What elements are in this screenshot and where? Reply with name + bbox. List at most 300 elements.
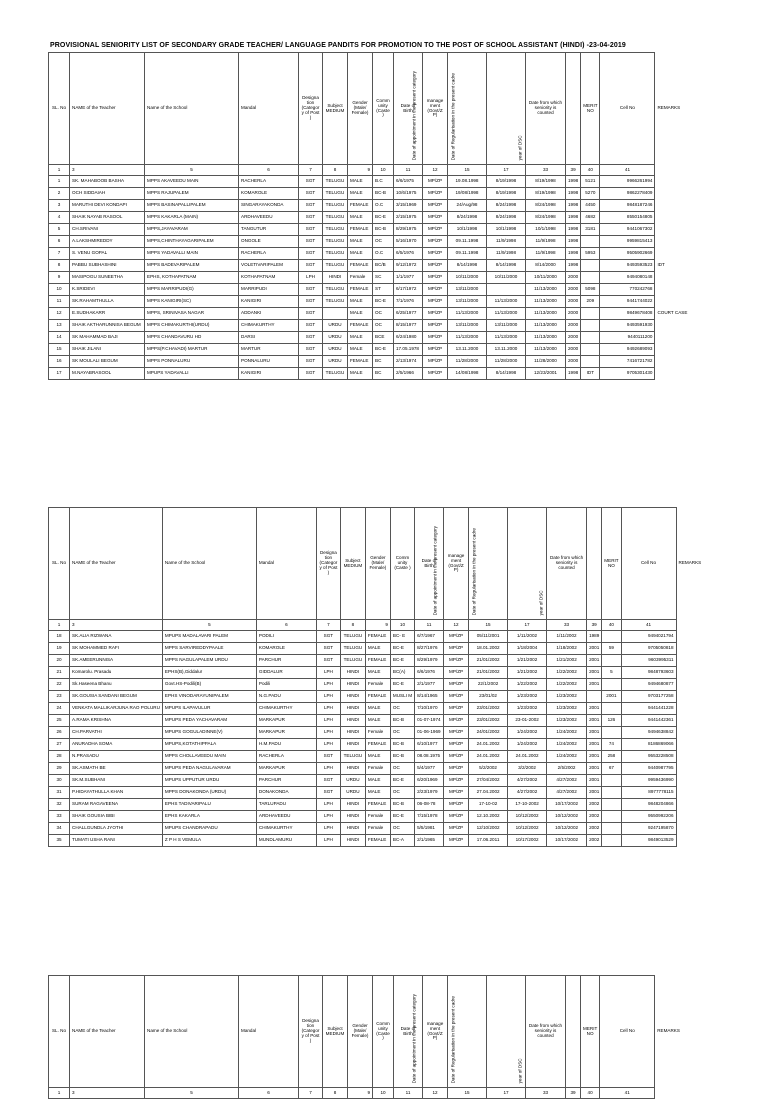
community-cell: OC xyxy=(373,320,394,332)
remarks-cell xyxy=(676,763,708,775)
header-mandal: Mandal xyxy=(239,976,299,1088)
date-of-appointment-cell: 12.10.2002 xyxy=(469,811,508,823)
date-of-birth-cell: 2/23/1979 xyxy=(415,787,444,799)
sl-no-cell: 14 xyxy=(49,332,70,344)
school-name-cell: EPHS KAKARLA xyxy=(162,811,256,823)
header-community: Comm unity (Caste ) xyxy=(373,53,394,165)
date-of-birth-cell: 2/1/1977 xyxy=(415,679,444,691)
community-cell: BC- E xyxy=(390,631,414,643)
merit-no-cell xyxy=(602,727,621,739)
seniority-table-2 xyxy=(48,507,709,847)
cell-no-cell: 9494080148 xyxy=(600,272,655,284)
seniority-date-cell: 11/13/2000 xyxy=(526,284,566,296)
merit-no-cell: 67 xyxy=(602,763,621,775)
designation-cell: SGT xyxy=(299,332,323,344)
teacher-name-cell: K.SRIDEVI xyxy=(70,284,145,296)
index-cell xyxy=(655,165,690,176)
remarks-cell xyxy=(676,715,708,727)
teacher-name-cell: OCH SIDDAIAH xyxy=(70,188,145,200)
date-of-appointment-cell: 11/13/2000 xyxy=(448,308,487,320)
community-cell: BC-E xyxy=(390,643,414,655)
table-row xyxy=(49,751,709,763)
header-regul-label: Date of Regularisation in the present cadre xyxy=(450,996,456,1084)
remarks-cell xyxy=(655,236,690,248)
subject-cell: HINDI xyxy=(340,703,365,715)
remarks-cell xyxy=(655,356,690,368)
gender-cell: Female xyxy=(365,823,390,835)
gender-cell: FEMALE xyxy=(365,835,390,847)
mandal-cell: ONGOLE xyxy=(239,236,299,248)
remarks-cell xyxy=(676,691,708,703)
header-desig: Designa tion (Categor y of Post ) xyxy=(316,508,340,620)
date-of-regularisation-cell: 1/11/2002 xyxy=(508,631,547,643)
merit-no-cell xyxy=(602,655,621,667)
merit-no-cell xyxy=(602,703,621,715)
teacher-name-cell: CHALLGUNDLA JYOTHI xyxy=(70,823,163,835)
dsc-year-cell: 2000 xyxy=(566,296,581,308)
mandal-cell: KANIGIRI xyxy=(239,296,299,308)
community-cell: OC xyxy=(390,823,414,835)
designation-cell: SGT xyxy=(299,176,323,188)
header-row xyxy=(49,53,690,165)
dsc-year-cell: 2001 xyxy=(587,787,602,799)
dsc-year-cell: 1998 xyxy=(566,224,581,236)
table-row xyxy=(49,188,690,200)
index-cell: 15 xyxy=(469,620,508,631)
teacher-name-cell: SHAIK JILANI xyxy=(70,344,145,356)
subject-cell: TELUGU xyxy=(323,296,348,308)
header-mgmt: manage ment (Govt/Z P) xyxy=(444,508,469,620)
designation-cell: SGT xyxy=(316,643,340,655)
school-name-cell: MPUPS MADALAVARI PALEM xyxy=(162,631,256,643)
header-merit: MERIT NO xyxy=(581,976,600,1088)
management-cell: MP/ZP xyxy=(423,296,448,308)
date-of-regularisation-cell: 10/17/2002 xyxy=(508,835,547,847)
seniority-date-cell: 4/27/2002 xyxy=(547,787,587,799)
community-cell: BC-E xyxy=(390,811,414,823)
school-name-cell: MPUPS YADAVALLI xyxy=(145,368,239,380)
designation-cell: LPH xyxy=(316,823,340,835)
mandal-cell: CHIMAKURTHY xyxy=(239,320,299,332)
school-name-cell: MPPS PONNALURU xyxy=(145,356,239,368)
cell-no-cell: 8186869066 xyxy=(621,739,676,751)
community-cell: BC xyxy=(373,368,394,380)
management-cell: MP/ZP xyxy=(444,799,469,811)
header-name: NAME of the Teacher xyxy=(70,976,145,1088)
designation-cell: SGT xyxy=(299,368,323,380)
sl-no-cell: 33 xyxy=(49,811,70,823)
management-cell: MP/ZP xyxy=(423,224,448,236)
remarks-cell xyxy=(655,200,690,212)
school-name-cell: MPPS MARRIPUDI(G) xyxy=(145,284,239,296)
subject-cell: HINDI xyxy=(340,763,365,775)
mandal-cell: KOTHAPATNAM xyxy=(239,272,299,284)
date-of-appointment-cell: 11/13/2000 xyxy=(448,332,487,344)
sl-no-cell: 15 xyxy=(49,344,70,356)
merit-no-cell xyxy=(581,344,600,356)
subject-cell: TELUGU xyxy=(323,260,348,272)
seniority-table-3 xyxy=(48,975,687,1099)
management-cell: MP/ZP xyxy=(423,344,448,356)
school-name-cell: MPPS CHANDAVURU HD xyxy=(145,332,239,344)
mandal-cell: MARKAPUR xyxy=(256,715,316,727)
date-of-appointment-cell: 09.11.1998 xyxy=(448,248,487,260)
community-cell: SC xyxy=(373,272,394,284)
subject-cell: HINDI xyxy=(340,667,365,679)
subject-cell: URDU xyxy=(323,344,348,356)
header-appt-label: Date of appointment in the present category xyxy=(411,994,417,1084)
remarks-cell xyxy=(655,272,690,284)
table-row xyxy=(49,823,709,835)
gender-cell: Female xyxy=(365,763,390,775)
dsc-year-cell: 2001 xyxy=(587,667,602,679)
header-community: Comm unity (Caste ) xyxy=(373,976,394,1088)
remarks-cell xyxy=(655,248,690,260)
index-cell: 15 xyxy=(448,165,487,176)
seniority-date-cell: 10/17/2002 xyxy=(547,835,587,847)
teacher-name-cell: MARUTHI DEVI KONDAPI xyxy=(70,200,145,212)
merit-no-cell xyxy=(602,811,621,823)
index-cell: 8 xyxy=(323,1088,348,1099)
community-cell: BC-B xyxy=(373,188,394,200)
index-cell: 41 xyxy=(621,620,676,631)
sl-no-cell: 2 xyxy=(49,188,70,200)
date-of-regularisation-cell: 8/24/1998 xyxy=(487,212,526,224)
mandal-cell: DARSI xyxy=(239,332,299,344)
date-of-birth-cell: 1/1/1977 xyxy=(394,272,423,284)
date-of-appointment-cell: 21/01/2002 xyxy=(469,667,508,679)
date-of-appointment-cell: 23/01/2002 xyxy=(469,703,508,715)
remarks-cell xyxy=(676,667,708,679)
designation-cell: SGT xyxy=(299,296,323,308)
mandal-cell: ARDHAVEEDU xyxy=(239,212,299,224)
cell-no-cell: 9440987795 xyxy=(621,763,676,775)
gender-cell: FEMALE xyxy=(365,739,390,751)
merit-no-cell xyxy=(581,272,600,284)
sl-no-cell: 8 xyxy=(49,260,70,272)
table-row xyxy=(49,679,709,691)
designation-cell: SGT xyxy=(299,236,323,248)
mandal-cell: PONNALURU xyxy=(239,356,299,368)
merit-no-cell xyxy=(602,775,621,787)
date-of-birth-cell: 8/29/1975 xyxy=(394,224,423,236)
table-row xyxy=(49,320,690,332)
remarks-cell xyxy=(676,775,708,787)
gender-cell: FEMALE xyxy=(365,631,390,643)
seniority-date-cell: 8/24/1998 xyxy=(526,212,566,224)
teacher-name-cell: SK.ASMATH BE xyxy=(70,763,163,775)
teacher-name-cell: SURAM RAGAVEENA xyxy=(70,799,163,811)
community-cell: BC-E xyxy=(390,655,414,667)
sl-no-cell: 21 xyxy=(49,667,70,679)
dsc-year-cell: 2000 xyxy=(566,284,581,296)
date-of-regularisation-cell: 1/22/2002 xyxy=(508,679,547,691)
table-row xyxy=(49,356,690,368)
teacher-name-cell: SK.AMEERUNNISA xyxy=(70,655,163,667)
cell-no-cell: 8550154805 xyxy=(600,212,655,224)
community-cell: OC xyxy=(390,763,414,775)
table-row xyxy=(49,344,690,356)
designation-cell: SGT xyxy=(299,320,323,332)
management-cell: MP/ZP xyxy=(444,823,469,835)
date-of-regularisation-cell: 11/9/1998 xyxy=(487,236,526,248)
seniority-date-cell: 11/9/1998 xyxy=(526,236,566,248)
subject-cell: TELUGU xyxy=(323,248,348,260)
subject-cell: TELUGU xyxy=(323,212,348,224)
index-cell: 1 xyxy=(49,165,70,176)
gender-cell: FEMALE xyxy=(348,356,373,368)
date-of-regularisation-cell: 13/11/2000 xyxy=(487,320,526,332)
table-row xyxy=(49,260,690,272)
seniority-date-cell: 1/22/2002 xyxy=(547,679,587,691)
sl-no-cell: 9 xyxy=(49,272,70,284)
merit-no-cell: 5953 xyxy=(581,248,600,260)
teacher-name-cell: N.PRASADU xyxy=(70,751,163,763)
dsc-year-cell xyxy=(587,691,602,703)
date-of-regularisation-cell: 3/2/2002 xyxy=(508,763,547,775)
remarks-cell xyxy=(676,655,708,667)
date-of-regularisation-cell: 17-10-2002 xyxy=(508,799,547,811)
seniority-date-cell: 10/17/2002 xyxy=(547,799,587,811)
cell-no-cell: 9441067302 xyxy=(600,224,655,236)
sl-no-cell: 5 xyxy=(49,224,70,236)
table-row xyxy=(49,212,690,224)
date-of-birth-cell: 2/15/1975 xyxy=(394,212,423,224)
mandal-cell: KOMAROLE xyxy=(256,643,316,655)
cell-no-cell: 9492689093 xyxy=(600,344,655,356)
management-cell: MP/ZP xyxy=(444,691,469,703)
dsc-year-cell: 2002 xyxy=(587,811,602,823)
index-cell: 39 xyxy=(566,1088,581,1099)
school-name-cell: MPUPS,KOTATHIPPALA xyxy=(162,739,256,751)
subject-cell: HINDI xyxy=(340,691,365,703)
sl-no-cell: 12 xyxy=(49,308,70,320)
remarks-cell xyxy=(655,176,690,188)
date-of-appointment-cell: 24/Aug/98 xyxy=(448,200,487,212)
gender-cell: MALE xyxy=(348,212,373,224)
seniority-date-cell: 10/11/2000 xyxy=(526,272,566,284)
community-cell: BC-E xyxy=(390,679,414,691)
merit-no-cell: 4450 xyxy=(581,200,600,212)
merit-no-cell xyxy=(602,679,621,691)
sl-no-cell: 34 xyxy=(49,823,70,835)
date-of-birth-cell: 6/10/1977 xyxy=(415,739,444,751)
dsc-year-cell: 1998 xyxy=(566,248,581,260)
designation-cell: LPH xyxy=(316,727,340,739)
table-row xyxy=(49,667,709,679)
designation-cell: LPH xyxy=(316,703,340,715)
seniority-date-cell: 1/18/2002 xyxy=(547,643,587,655)
index-cell: 5 xyxy=(145,1088,239,1099)
teacher-name-cell: SK.RAHAMTHULLA xyxy=(70,296,145,308)
remarks-cell xyxy=(676,727,708,739)
table-row xyxy=(49,224,690,236)
management-cell: MP/ZP xyxy=(444,775,469,787)
date-of-appointment-cell: 11/28/2000 xyxy=(448,356,487,368)
date-of-regularisation-cell: 10/1/1998 xyxy=(487,224,526,236)
index-cell: 10 xyxy=(390,620,414,631)
index-cell: 33 xyxy=(526,165,566,176)
index-cell: 6 xyxy=(239,165,299,176)
header-cell: Cell No xyxy=(600,976,655,1088)
designation-cell: SGT xyxy=(299,248,323,260)
date-of-birth-cell: 8/15/1977 xyxy=(394,320,423,332)
subject-cell: URDU xyxy=(340,775,365,787)
date-of-regularisation-cell: 1/24/2002 xyxy=(508,739,547,751)
column-index-row xyxy=(49,1088,687,1099)
management-cell: MP/ZP xyxy=(423,308,448,320)
seniority-table-1 xyxy=(48,52,690,380)
merit-no-cell: 258 xyxy=(602,751,621,763)
merit-no-cell: 2001 xyxy=(602,691,621,703)
community-cell: OC xyxy=(390,787,414,799)
school-name-cell: EPHS VINODARAYUNIPALEM xyxy=(162,691,256,703)
cell-no-cell: 9849013529 xyxy=(621,835,676,847)
date-of-appointment-cell: 23/01/2002 xyxy=(469,715,508,727)
date-of-regularisation-cell: 1/23/2002 xyxy=(508,691,547,703)
seniority-date-cell: 1/24/2002 xyxy=(547,727,587,739)
remarks-cell xyxy=(655,332,690,344)
dsc-year-cell: 1998 xyxy=(566,200,581,212)
designation-cell: SGT xyxy=(299,284,323,296)
gender-cell: MALE xyxy=(365,643,390,655)
seniority-date-cell: 1/21/2002 xyxy=(547,655,587,667)
cell-no-cell: 9703177258 xyxy=(621,691,676,703)
subject-cell: HINDI xyxy=(340,811,365,823)
header-dob: Date of Birth xyxy=(415,508,444,620)
subject-cell: TELUGU xyxy=(323,368,348,380)
seniority-date-cell: 11/28/2000 xyxy=(526,356,566,368)
cell-no-cell: 9247195870 xyxy=(621,823,676,835)
mandal-cell: ARDHAVEEDU xyxy=(256,811,316,823)
seniority-date-cell: 8/14/2000 xyxy=(526,260,566,272)
merit-no-cell: 4682 xyxy=(581,212,600,224)
index-cell: 40 xyxy=(581,1088,600,1099)
date-of-birth-cell: 08.08.1975 xyxy=(415,751,444,763)
index-cell: 6 xyxy=(239,1088,299,1099)
date-of-regularisation-cell: 8/14/1998 xyxy=(487,260,526,272)
subject-cell: URDU xyxy=(323,356,348,368)
table-row xyxy=(49,715,709,727)
remarks-cell xyxy=(655,368,690,380)
header-subject: Subject MEDIUM xyxy=(323,53,348,165)
remarks-cell xyxy=(676,631,708,643)
header-mgmt: manage ment (Govt/Z P) xyxy=(423,976,448,1088)
date-of-appointment-cell: 12/10/2002 xyxy=(469,823,508,835)
header-sl: SL. No xyxy=(49,53,70,165)
table-row xyxy=(49,272,690,284)
seniority-date-cell: 4/27/2002 xyxy=(547,775,587,787)
merit-no-cell xyxy=(602,787,621,799)
remarks-cell xyxy=(655,344,690,356)
subject-cell: TELUGU xyxy=(340,655,365,667)
teacher-name-cell: SHAIK AKTHARUNNISA BEGUM xyxy=(70,320,145,332)
date-of-birth-cell: 10/6/1975 xyxy=(394,188,423,200)
table-row xyxy=(49,799,709,811)
subject-cell: HINDI xyxy=(340,679,365,691)
date-of-appointment-cell: 09.11.1998 xyxy=(448,236,487,248)
table-row xyxy=(49,308,690,320)
date-of-birth-cell: 6/5/1976 xyxy=(394,248,423,260)
table-row xyxy=(49,775,709,787)
designation-cell: SGT xyxy=(299,344,323,356)
teacher-name-cell: MASIPOGU SUNEETHA xyxy=(70,272,145,284)
date-of-regularisation-cell: 24.01.2002 xyxy=(508,751,547,763)
school-name-cell: MPPS CHIMAKURTHI(URDU) xyxy=(145,320,239,332)
cell-no-cell: 9493593523 xyxy=(600,260,655,272)
designation-cell: LPH xyxy=(316,799,340,811)
gender-cell: FEMALE xyxy=(348,224,373,236)
community-cell: BC-B xyxy=(390,799,414,811)
teacher-name-cell: SK.GOUSIA SANDANI BEGUM xyxy=(70,691,163,703)
remarks-cell xyxy=(676,823,708,835)
designation-cell: LPH xyxy=(299,272,323,284)
date-of-appointment-cell: 18.01.2002 xyxy=(469,643,508,655)
subject-cell: TELUGU xyxy=(323,224,348,236)
date-of-regularisation-cell: 8/14/1998 xyxy=(487,368,526,380)
dsc-year-cell: 1998 xyxy=(566,236,581,248)
index-cell: 8 xyxy=(323,165,348,176)
sl-no-cell: 20 xyxy=(49,655,70,667)
remarks-cell xyxy=(676,751,708,763)
gender-cell: MALE xyxy=(348,368,373,380)
school-name-cell: MPPS CHOLLAVEEDU MAIN xyxy=(162,751,256,763)
seniority-date-cell: 2/5/2002 xyxy=(547,763,587,775)
date-of-appointment-cell: 27/04/2002 xyxy=(469,775,508,787)
teacher-name-cell: TUMATI USHA RANI xyxy=(70,835,163,847)
community-cell: BC(A) xyxy=(390,667,414,679)
dsc-year-cell: 2002 xyxy=(587,823,602,835)
gender-cell: FEMALE xyxy=(348,260,373,272)
subject-cell: HINDI xyxy=(340,835,365,847)
date-of-appointment-cell: 13.11.2000 xyxy=(448,344,487,356)
table-row xyxy=(49,835,709,847)
seniority-date-cell: 11/9/1998 xyxy=(526,248,566,260)
header-subject: Subject MEDIUM xyxy=(340,508,365,620)
header-name: NAME of the Teacher xyxy=(70,508,163,620)
school-name-cell: MPPS,JAYAVARAM xyxy=(145,224,239,236)
mandal-cell: MARKAPUR xyxy=(256,763,316,775)
date-of-appointment-cell: 13/11/2000 xyxy=(448,296,487,308)
seniority-date-cell: 8/24/1998 xyxy=(526,200,566,212)
merit-no-cell: 59 xyxy=(602,643,621,655)
header-dsc-label: year of DSC xyxy=(517,135,523,161)
subject-cell: TELUGU xyxy=(340,643,365,655)
cell-no-cell: 9603995311 xyxy=(621,655,676,667)
header-remarks: REMARKS xyxy=(657,105,681,111)
designation-cell: LPH xyxy=(316,667,340,679)
merit-no-cell: 5098 xyxy=(581,284,600,296)
school-name-cell: MPUPS UPPUTUR URDU xyxy=(162,775,256,787)
index-cell: 41 xyxy=(600,165,655,176)
school-name-cell: MPPS YADAVALLI MAIN xyxy=(145,248,239,260)
community-cell: ST xyxy=(373,284,394,296)
gender-cell: MALE xyxy=(348,188,373,200)
date-of-appointment-cell: 17-10-02 xyxy=(469,799,508,811)
index-cell: 39 xyxy=(587,620,602,631)
date-of-appointment-cell: 23/01/02 xyxy=(469,691,508,703)
seniority-date-cell: 11/13/2000 xyxy=(526,332,566,344)
school-name-cell: MPPS BADEVARIPALEM xyxy=(145,260,239,272)
management-cell: MP/ZP xyxy=(444,787,469,799)
sl-no-cell: 27 xyxy=(49,739,70,751)
date-of-appointment-cell: 24.01.2002 xyxy=(469,739,508,751)
date-of-regularisation-cell: 8/19/1998 xyxy=(487,176,526,188)
merit-no-cell xyxy=(602,631,621,643)
teacher-name-cell: S. VENU GOPAL xyxy=(70,248,145,260)
header-school: Name of the School xyxy=(145,53,239,165)
header-merit: MERIT NO xyxy=(602,508,621,620)
